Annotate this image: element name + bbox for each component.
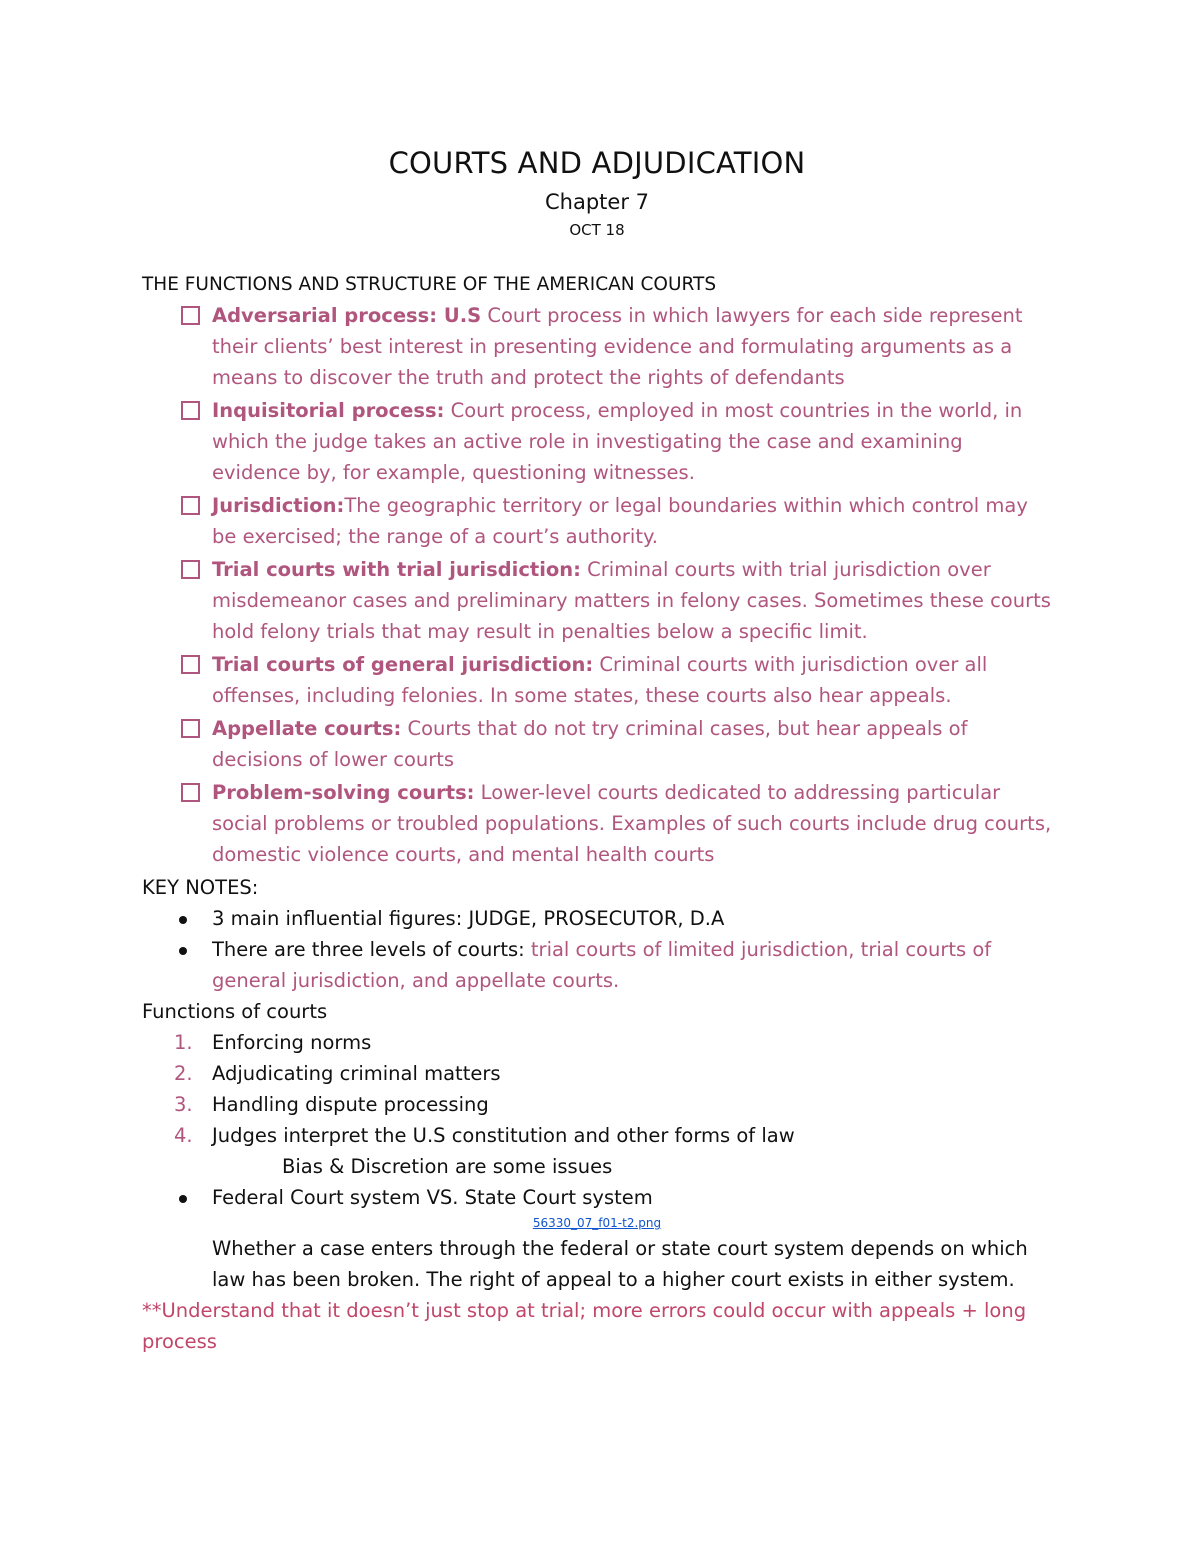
sub-note: Bias & Discretion are some issues	[282, 1155, 613, 1178]
function-text: Adjudicating criminal matters	[212, 1062, 501, 1085]
bullet-icon	[179, 916, 187, 924]
function-text: Handling dispute processing	[212, 1093, 489, 1116]
key-note-highlight: trial courts of limited jurisdiction, trial courts of general jurisdiction, and appellate courts.	[212, 938, 992, 992]
function-text: Enforcing norms	[212, 1031, 372, 1054]
term-definition: Criminal courts with trial jurisdiction over misdemeanor cases and preliminary matters in felony cases. Sometimes these courts hold felony trials that may result in penalties below a specific limit.	[212, 558, 1051, 643]
checklist-item-inquisitorial	[142, 395, 1052, 488]
functions-list	[142, 1027, 1052, 1151]
checkbox-icon[interactable]	[181, 719, 200, 738]
term-definition: Courts that do not try criminal cases, but hear appeals of decisions of lower courts	[212, 717, 968, 771]
term-definition: Lower-level courts dedicated to addressing particular social problems or troubled populations. Examples of such courts include drug courts, domestic violence courts, and mental health courts	[212, 781, 1052, 866]
key-note-item	[142, 934, 1052, 996]
section-heading: THE FUNCTIONS AND STRUCTURE OF THE AMERICAN COURTS	[142, 274, 717, 295]
court-system-item	[142, 1182, 1052, 1213]
checkbox-icon[interactable]	[181, 401, 200, 420]
footnote-text: **Understand that it doesn’t just stop at trial; more errors could occur with appeals + long process	[142, 1299, 1027, 1353]
key-note-text: 3 main influential figures: JUDGE, PROSECUTOR, D.A	[212, 907, 725, 930]
term-label: Trial courts with trial jurisdiction:	[212, 558, 581, 581]
term-label: Inquisitorial process:	[212, 399, 445, 422]
term-label: Problem-solving courts:	[212, 781, 475, 804]
key-note-item	[142, 903, 1052, 934]
checklist-item-trial-courts-general-jurisdiction	[142, 649, 1052, 711]
list-number: 4.	[174, 1124, 193, 1147]
functions-heading: Functions of courts	[142, 1000, 328, 1023]
court-system-paragraph: Whether a case enters through the federal or state court system depends on which law has been broken. The right of appeal to a higher court exists in either system.	[212, 1237, 1028, 1291]
court-system-list	[142, 1182, 1052, 1213]
checkbox-icon[interactable]	[181, 783, 200, 802]
bullet-icon	[179, 947, 187, 955]
image-file-link[interactable]: 56330_07_f01-t2.png	[532, 1216, 662, 1230]
list-number: 3.	[174, 1093, 193, 1116]
document-title: COURTS AND ADJUDICATION	[388, 146, 806, 180]
function-item	[142, 1027, 1052, 1058]
list-number: 1.	[174, 1031, 193, 1054]
function-item	[142, 1120, 1052, 1151]
key-notes-list	[142, 903, 1052, 996]
checklist-item-adversarial	[142, 300, 1052, 393]
term-label: Appellate courts:	[212, 717, 402, 740]
court-system-text: Federal Court system VS. State Court system	[212, 1186, 653, 1209]
key-notes-heading: KEY NOTES:	[142, 876, 259, 899]
function-item	[142, 1089, 1052, 1120]
checklist-item-trial-courts-trial-jurisdiction	[142, 554, 1052, 647]
function-item	[142, 1058, 1052, 1089]
checklist-item-problem-solving-courts	[142, 777, 1052, 870]
checkbox-icon[interactable]	[181, 306, 200, 325]
term-definition: The geographic territory or legal boundaries within which control may be exercised; the range of a court’s authority.	[212, 494, 1028, 548]
image-link-line	[142, 1213, 1052, 1233]
list-number: 2.	[174, 1062, 193, 1085]
chapter-subtitle: Chapter 7	[545, 190, 649, 214]
term-definition: Court process in which lawyers for each side represent their clients’ best interest in presenting evidence and formulating arguments as a means to discover the truth and protect the rights of defendants	[212, 304, 1023, 389]
term-definition: Criminal courts with jurisdiction over all offenses, including felonies. In some states, these courts also hear appeals.	[212, 653, 988, 707]
term-label: Jurisdiction:	[212, 494, 345, 517]
term-definition: Court process, employed in most countries in the world, in which the judge takes an active role in investigating the case and examining evidence by, for example, questioning witnesses.	[212, 399, 1023, 484]
definitions-checklist	[142, 300, 1052, 870]
checkbox-icon[interactable]	[181, 655, 200, 674]
term-label: Adversarial process: U.S	[212, 304, 482, 327]
date-label: OCT 18	[569, 221, 625, 239]
checklist-item-jurisdiction	[142, 490, 1052, 552]
checkbox-icon[interactable]	[181, 560, 200, 579]
function-text: Judges interpret the U.S constitution and other forms of law	[212, 1124, 795, 1147]
checklist-item-appellate-courts	[142, 713, 1052, 775]
bullet-icon	[179, 1195, 187, 1203]
term-label: Trial courts of general jurisdiction:	[212, 653, 594, 676]
document-page	[142, 140, 1052, 1357]
key-note-text: There are three levels of courts:	[212, 938, 531, 961]
checkbox-icon[interactable]	[181, 496, 200, 515]
